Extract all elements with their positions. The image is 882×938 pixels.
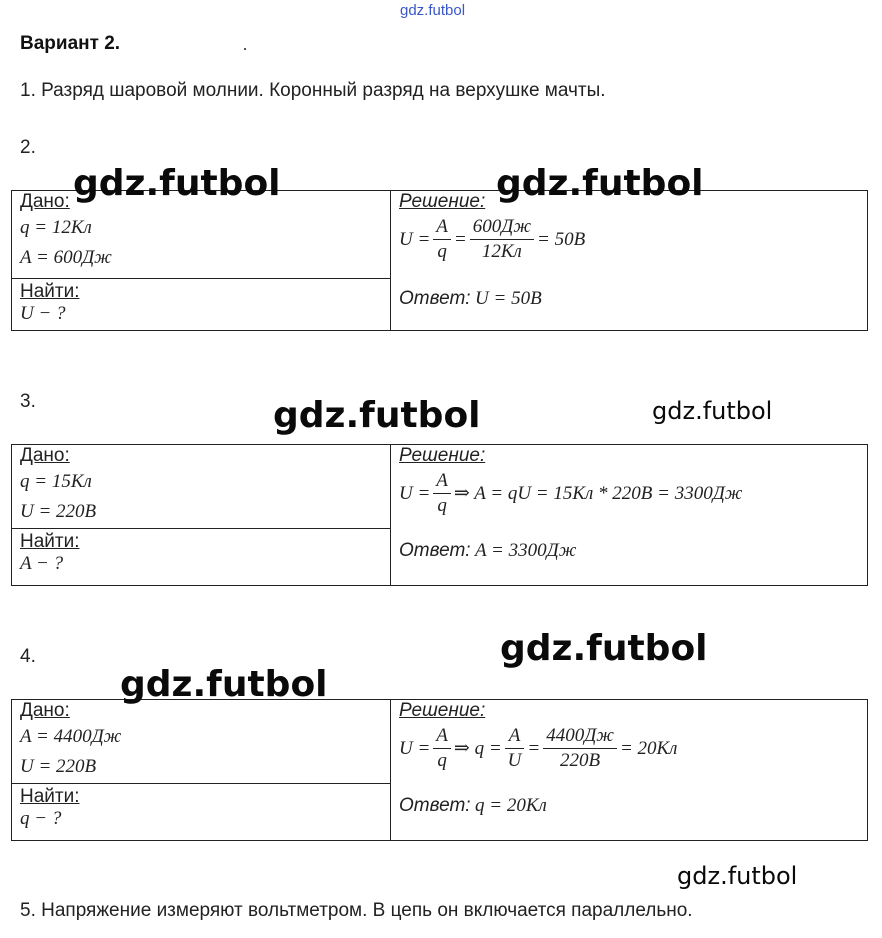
given-label: Дано: <box>20 700 70 721</box>
solution-label: Решение: <box>399 191 486 212</box>
task-4-equation <box>399 724 859 773</box>
watermark: gdz.futbol <box>273 395 481 436</box>
fraction <box>505 724 525 773</box>
task-4-table <box>11 699 868 841</box>
numerator: 600Дж <box>470 215 534 240</box>
find-label: Найти: <box>20 786 80 807</box>
eq-mid: ⇒ q = <box>453 738 502 759</box>
answer-label: Ответ: <box>399 540 471 561</box>
denominator: q <box>437 750 447 771</box>
eq-result: = 50В <box>537 228 586 250</box>
given-value: U = 220В <box>20 756 97 777</box>
denominator: U <box>507 750 522 771</box>
eq-sign: = <box>527 737 541 759</box>
task-3-answer <box>399 540 859 562</box>
variant-heading: Вариант 2. <box>20 33 121 54</box>
denominator: 220В <box>560 750 601 771</box>
eq-result: = 20Кл <box>619 737 678 759</box>
denominator: 12Кл <box>481 241 522 262</box>
task-4-given-cell <box>12 700 391 784</box>
numerator: A <box>433 215 451 240</box>
given-value: U = 220В <box>20 501 97 522</box>
given-label: Дано: <box>20 191 70 212</box>
fraction <box>470 215 534 264</box>
task-4-solution-cell <box>391 700 868 841</box>
eq-rest: ⇒ A = qU = 15Кл * 220В = 3300Дж <box>453 483 743 504</box>
task-3-find-cell <box>12 529 391 586</box>
fraction <box>543 724 617 773</box>
watermark: gdz.futbol <box>496 163 704 204</box>
solution-label: Решение: <box>399 700 486 721</box>
fraction <box>433 724 451 773</box>
eq-sign: = <box>453 228 467 250</box>
task-3-equation <box>399 469 859 518</box>
watermark: gdz.futbol <box>652 397 773 425</box>
task-4-find-cell <box>12 784 391 841</box>
task-2-equation <box>399 215 859 264</box>
task-2-answer <box>399 288 859 310</box>
fraction <box>433 469 451 518</box>
numerator: A <box>433 724 451 749</box>
given-value: A = 4400Дж <box>20 726 122 747</box>
item-4-number: 4. <box>20 646 36 667</box>
item-5-text: 5. Напряжение измеряют вольтметром. В цепь он включается параллельно. <box>20 900 693 921</box>
numerator: A <box>433 469 451 494</box>
answer-value: A = 3300Дж <box>475 540 577 561</box>
find-value: A − ? <box>20 553 64 574</box>
watermark: gdz.futbol <box>73 163 281 204</box>
answer-label: Ответ: <box>399 288 471 309</box>
task-3-given-cell <box>12 445 391 529</box>
answer-label: Ответ: <box>399 795 471 816</box>
watermark: gdz.futbol <box>677 862 798 890</box>
denominator: q <box>437 241 447 262</box>
site-link[interactable]: gdz.futbol <box>400 2 466 19</box>
given-value: q = 15Кл <box>20 471 92 492</box>
item-2-number: 2. <box>20 137 36 158</box>
task-2-solution-cell <box>391 191 868 331</box>
answer-value: q = 20Кл <box>475 795 547 816</box>
numerator: A <box>505 724 525 749</box>
stray-dot <box>244 48 246 50</box>
solution-label: Решение: <box>399 445 486 466</box>
find-value: q − ? <box>20 808 62 829</box>
given-value: q = 12Кл <box>20 217 92 238</box>
numerator: 4400Дж <box>543 724 617 749</box>
watermark: gdz.futbol <box>500 628 708 669</box>
task-2-table <box>11 190 868 331</box>
task-3-solution-cell <box>391 445 868 586</box>
task-3-table <box>11 444 868 586</box>
given-label: Дано: <box>20 445 70 466</box>
find-value: U − ? <box>20 303 66 324</box>
eq-lhs: U = <box>399 482 431 504</box>
given-value: A = 600Дж <box>20 247 112 268</box>
eq-lhs: U = <box>399 228 431 250</box>
task-2-find-cell <box>12 279 391 331</box>
fraction <box>433 215 451 264</box>
watermark: gdz.futbol <box>120 664 328 705</box>
denominator: q <box>437 495 447 516</box>
task-4-answer <box>399 795 859 817</box>
item-1-text: 1. Разряд шаровой молнии. Коронный разряд на верхушке мачты. <box>20 80 606 101</box>
eq-lhs: U = <box>399 737 431 759</box>
item-3-number: 3. <box>20 391 36 412</box>
answer-value: U = 50В <box>475 288 542 309</box>
find-label: Найти: <box>20 281 80 302</box>
find-label: Найти: <box>20 531 80 552</box>
